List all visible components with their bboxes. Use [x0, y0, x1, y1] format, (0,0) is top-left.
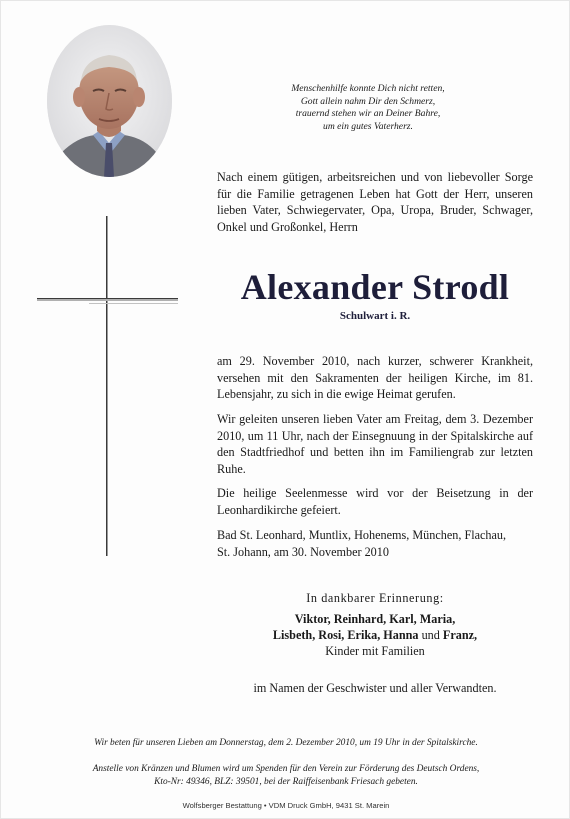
poem-line: trauernd stehen wir an Deiner Bahre, — [295, 108, 441, 119]
cross-horizontal-beam — [37, 298, 178, 301]
poem-line: um ein gutes Vaterherz. — [323, 120, 413, 132]
funeral-paragraph: Wir geleiten unseren lieben Vater am Freitag, dem 3. Dezember 2010, um 11 Uhr, nach der Einsegnuung in der Spitalskirche auf den Stadtfriedhof und betten ihn im Familiengrab zur letzten Ruhe. — [217, 412, 533, 476]
mass-paragraph: Die heilige Seelenmesse wird vor der Beisetzung in der Leonhardikirche gefeiert. — [217, 486, 533, 517]
death-paragraph: am 29. November 2010, nach kurzer, schwerer Krankheit, versehen mit den Sakramenten der heiligen Kirche, im 81. Lebensjahr, zu sich in die ewige Heimat gerufen. — [217, 354, 533, 401]
mourner-names-bold: Lisbeth, Rosi, Erika, Hanna — [272, 628, 419, 642]
deceased-name: Alexander Strodl — [240, 267, 510, 307]
place-line: St. Johann, am 30. November 2010 — [217, 544, 389, 559]
portrait-illustration — [47, 25, 172, 177]
poem-line: Gott allein nahm Dir den Schmerz, — [300, 95, 436, 107]
mourner-names-last: Franz, — [442, 628, 478, 642]
memorial-poem — [263, 83, 473, 133]
intro-paragraph: Nach einem gütigen, arbeitsreichen und von liebevoller Sorge für die Familie getragenen Leben hat Gott der Herr, unseren lieben Vater, Schwiegervater, Opa, Uropa, Bruder, Schwager, Onkel und Großonkel, Herrn — [217, 170, 533, 234]
mourners-list — [217, 611, 533, 659]
relatives-note: im Namen der Geschwister und aller Verwandten. — [253, 681, 497, 695]
remembrance-heading: In dankbarer Erinnerung: — [306, 591, 444, 605]
cross-shadow-line — [89, 303, 178, 304]
deceased-title: Schulwart i. R. — [339, 310, 411, 322]
portrait-photo — [47, 25, 172, 177]
mourner-connector: und — [418, 628, 443, 642]
place-date — [217, 527, 533, 560]
donation-line: Anstelle von Kränzen und Blumen wird um Spenden für den Verein zur Förderung des Deutsch Ordens, — [92, 764, 480, 774]
donation-note — [41, 763, 531, 789]
mourner-names: Viktor, Reinhard, Karl, Maria, — [294, 612, 456, 626]
printer-credit: Wolfsberger Bestattung • VDM Druck GmbH, 9431 St. Marein — [182, 801, 390, 810]
cross-vertical-beam — [106, 216, 108, 556]
prayer-note: Wir beten für unseren Lieben am Donnerstag, dem 2. Dezember 2010, um 19 Uhr in der Spitalskirche. — [94, 738, 478, 748]
place-line: Bad St. Leonhard, Muntlix, Hohenems, München, Flachau, — [217, 528, 507, 542]
donation-line: Kto-Nr: 49346, BLZ: 39501, bei der Raiffeisenbank Friesach gebeten. — [154, 777, 418, 787]
poem-line: Menschenhilfe konnte Dich nicht retten, — [291, 83, 445, 94]
family-note: Kinder mit Familien — [325, 644, 425, 658]
mourner-names — [217, 627, 533, 643]
